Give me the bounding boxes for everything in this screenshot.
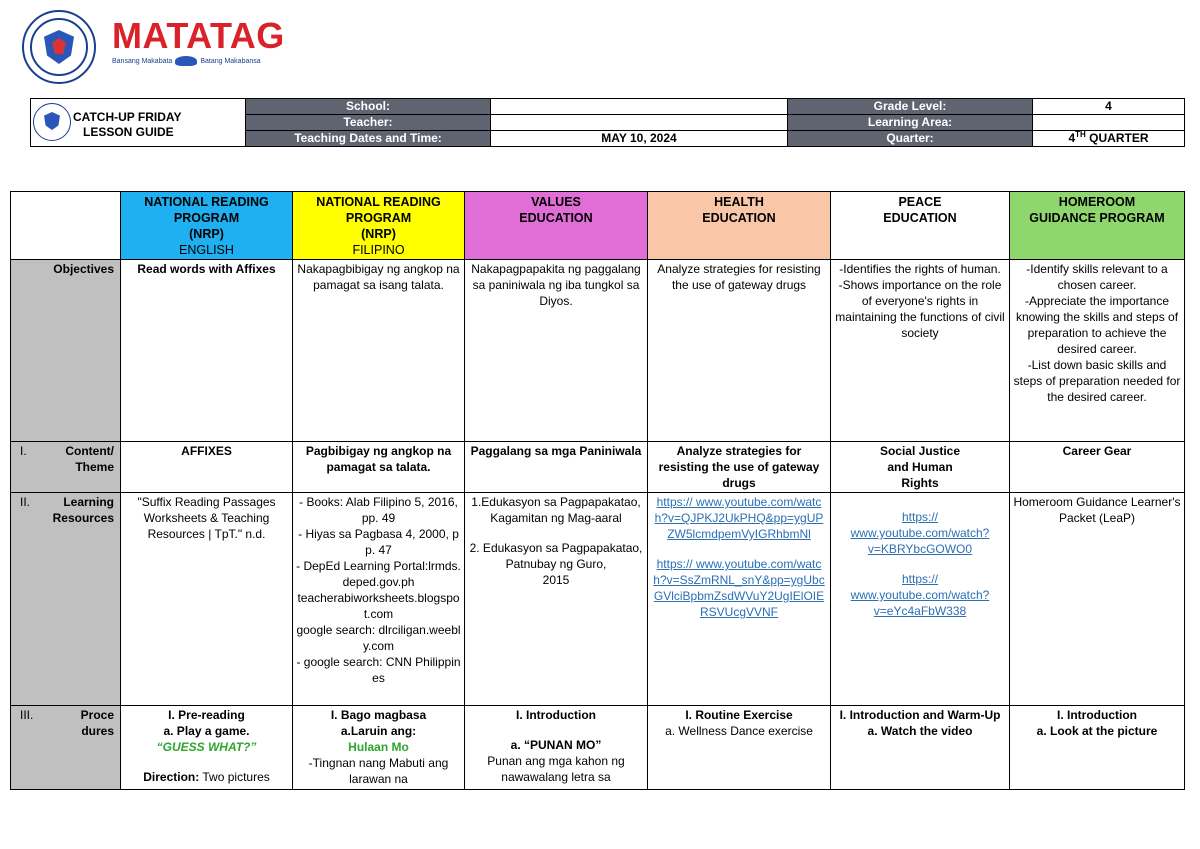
teacher-label: Teacher: [246,115,491,131]
objectives-health: Analyze strategies for resisting the use of gateway drugs [648,260,831,442]
grade-label: Grade Level: [788,99,1033,115]
row-label-procedures: III. Proce dures [11,706,121,790]
guide-title-cell: CATCH-UP FRIDAY LESSON GUIDE [31,99,246,147]
content-values: Paggalang sa mga Paniniwala [465,442,648,493]
resources-nrp-filipino: - Books: Alab Filipino 5, 2016, pp. 49 - Hiyas sa Pagbasa 4, 2000, pp. 47 - DepEd Learning Portal:lrmds.deped.gov.ph teacherabiworksheets.blogspot.com google search: dlrciligan.weebly.com - google search: CNN Philippines [293,493,465,706]
content-peace: Social Justice and Human Rights [831,442,1010,493]
objectives-values: Nakapagpapakita ng paggalang sa paniniwala ng iba tungkol sa Diyos. [465,260,648,442]
content-nrp-filipino: Pagbibigay ng angkop na pamagat sa talata. [293,442,465,493]
objectives-nrp-filipino: Nakapagbibigay ng angkop na pamagat sa isang talata. [293,260,465,442]
objectives-homeroom: -Identify skills relevant to a chosen career. -Appreciate the importance knowing the skills and steps of preparation to achieve the desired career. -List down basic skills and steps of preparation needed for the desired career. [1010,260,1185,442]
resources-health [648,493,831,706]
objectives-peace: -Identifies the rights of human. -Shows importance on the role of everyone's rights in maintaining the functions of civil society [831,260,1010,442]
teacher-value [491,115,788,131]
corner-cell [11,192,121,260]
col-header-peace-education: PEACE EDUCATION [831,192,1010,260]
deped-mini-seal-icon [33,103,71,141]
area-label: Learning Area: [788,115,1033,131]
row-label-resources: II. Learning Resources [11,493,121,706]
grade-value: 4 [1033,99,1185,115]
procedures-values: I. Introduction a. “PUNAN MO” Punan ang mga kahon ng nawawalang letra sa [465,706,648,790]
resources-homeroom: Homeroom Guidance Learner's Packet (LeaP) [1010,493,1185,706]
content-health: Analyze strategies for resisting the use of gateway drugs [648,442,831,493]
health-video-link-1[interactable]: https:// www.youtube.com/watch?v=QJPKJ2UkPHQ&pp=ygUPZW5lcmdpemVyIGRhbmNl [654,495,824,541]
procedures-peace: I. Introduction and Warm-Up a. Watch the video [831,706,1010,790]
resources-peace [831,493,1010,706]
row-label-objectives: Objectives [11,260,121,442]
dates-label: Teaching Dates and Time: [246,131,491,147]
peace-video-link-1[interactable]: https:// www.youtube.com/watch?v=KBRYbcGOWO0 [850,510,990,556]
procedures-health: I. Routine Exercise a. Wellness Dance exercise [648,706,831,790]
deped-seal-logo [22,10,96,84]
col-header-homeroom-guidance: HOMEROOM GUIDANCE PROGRAM [1010,192,1185,260]
matatag-emblem-icon [175,56,197,66]
peace-video-link-2[interactable]: https:// www.youtube.com/watch?v=eYc4aFbW338 [850,572,990,618]
col-header-nrp-english: NATIONAL READING PROGRAM (NRP) ENGLISH [121,192,293,260]
resources-values: 1.Edukasyon sa Pagpapakatao, Kagamitan ng Mag-aaral 2. Edukasyon sa Pagpapakatao, Patnubay ng Guro, 2015 [465,493,648,706]
procedures-nrp-filipino: I. Bago magbasa a.Laruin ang: Hulaan Mo -Tingnan nang Mabuti ang larawan na [293,706,465,790]
col-header-nrp-filipino: NATIONAL READING PROGRAM (NRP) FILIPINO [293,192,465,260]
col-header-health-education: HEALTH EDUCATION [648,192,831,260]
quarter-label: Quarter: [788,131,1033,147]
quarter-value: 4TH QUARTER [1033,131,1185,147]
school-value [491,99,788,115]
resources-nrp-english: "Suffix Reading Passages Worksheets & Teaching Resources | TpT." n.d. [121,493,293,706]
objectives-nrp-english: Read words with Affixes [121,260,293,442]
procedures-homeroom: I. Introduction a. Look at the picture [1010,706,1185,790]
health-video-link-2[interactable]: https:// www.youtube.com/watch?v=SsZmRNL_snY&pp=ygUbcGVlciBpbmZsdWVuY2UgIElOIERSVUcgVVNF [653,557,825,619]
row-label-content: I. Content/ Theme [11,442,121,493]
dates-value: MAY 10, 2024 [491,131,788,147]
content-nrp-english: AFFIXES [121,442,293,493]
school-label: School: [246,99,491,115]
col-header-values-education: VALUES EDUCATION [465,192,648,260]
matatag-logo: MATATAG [112,15,285,56]
area-value [1033,115,1185,131]
lesson-guide-table [10,191,1185,790]
matatag-tagline: Bansang Makabata Batang Makabansa [112,57,261,65]
content-homeroom: Career Gear [1010,442,1185,493]
procedures-nrp-english: I. Pre-reading a. Play a game. “GUESS WHAT?” Direction: Two pictures [121,706,293,790]
lesson-info-table [30,98,1185,147]
